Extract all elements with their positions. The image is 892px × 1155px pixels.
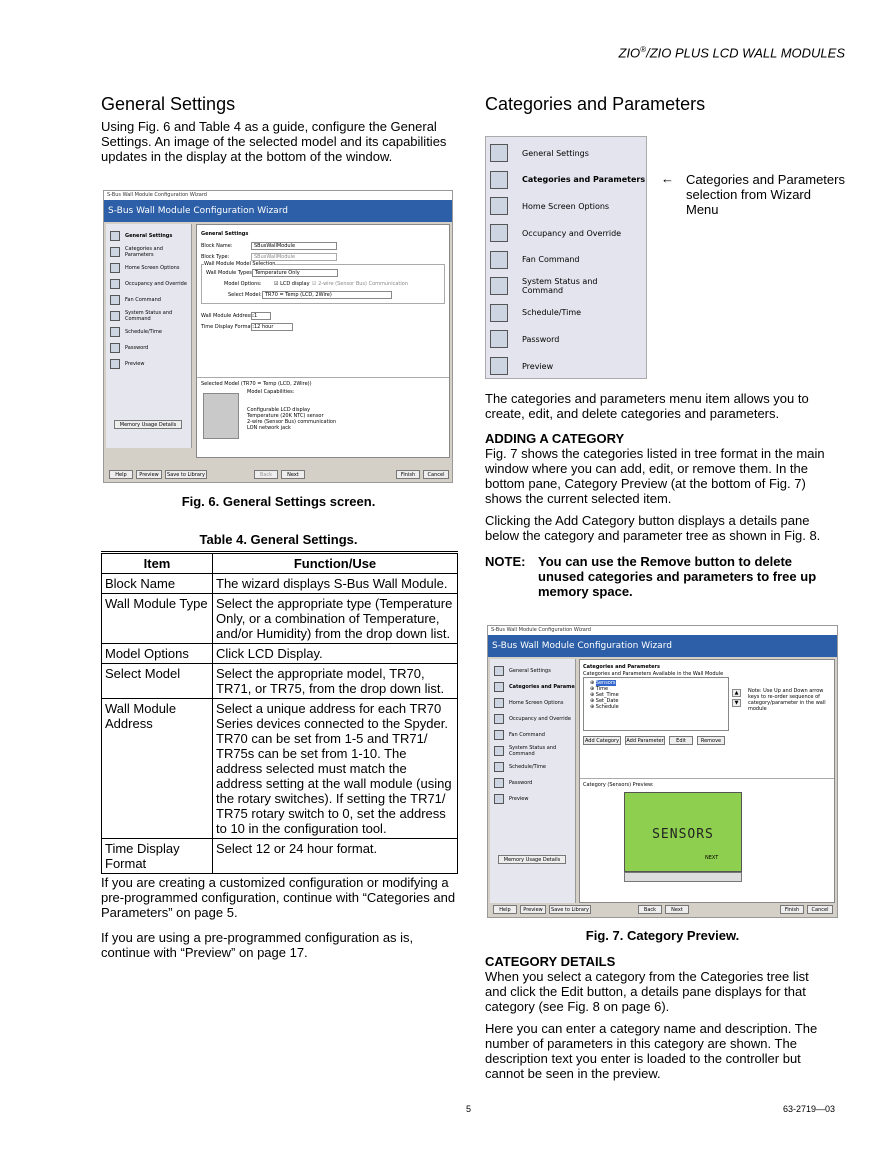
save-library-button[interactable]: Save to Library xyxy=(165,470,207,479)
table-row: Time Display Format Select 12 or 24 hour format. xyxy=(102,839,458,874)
block-name-label: Block Name: xyxy=(201,243,233,249)
occupancy-icon xyxy=(490,224,508,242)
cancel-button[interactable]: Cancel xyxy=(423,470,449,479)
here-text: Here you can enter a category name and description. The number of parameters in this category are shown. The description text you enter is loaded to the controller but cannot be seen in the preview. xyxy=(485,1021,818,1081)
table-row: Select Model Select the appropriate model, TR70, TR71, or TR75, from the drop down list. xyxy=(102,664,458,699)
system-status-icon xyxy=(490,277,508,295)
sidebar-item-password[interactable]: Password xyxy=(106,340,191,356)
pane-title: General Settings xyxy=(201,231,249,237)
sidebar-item-system-status[interactable]: System Status and Command xyxy=(490,743,575,759)
time-format-dropdown[interactable]: 12 hour xyxy=(251,323,293,331)
sidebar-item-password[interactable]: Password xyxy=(490,775,575,791)
block-type-label: Block Type: xyxy=(201,254,230,260)
select-model-label: Select Model: xyxy=(228,292,262,298)
lcd-next-label: NEXT xyxy=(705,855,719,861)
sidebar-item-occupancy[interactable]: Occupancy and Override xyxy=(490,711,575,727)
move-down-button[interactable]: ▼ xyxy=(732,699,741,707)
preview-label: Category (Sensors) Preview: xyxy=(583,782,654,788)
heading-categories-parameters: Categories and Parameters xyxy=(485,94,706,114)
tree-item[interactable]: ⊕ Schedule xyxy=(590,704,619,710)
menu-item-fan[interactable]: Fan Command xyxy=(486,246,646,273)
add-parameter-button[interactable]: Add Parameter xyxy=(626,738,664,744)
edit-button[interactable]: Edit xyxy=(669,736,693,745)
sidebar-item-general[interactable]: General Settings xyxy=(106,228,191,244)
general-settings-pane xyxy=(196,224,450,458)
note-text: You can use the Remove button to delete unused categories and parameters to free up memory space. xyxy=(538,554,817,599)
memory-usage-button[interactable]: Memory Usage Details xyxy=(114,420,182,429)
fan-icon xyxy=(110,295,120,305)
window-title: S-Bus Wall Module Configuration Wizard xyxy=(104,191,452,200)
wizard-banner: S-Bus Wall Module Configuration Wizard xyxy=(488,635,837,657)
sidebar-item-general[interactable]: General Settings xyxy=(490,663,575,679)
preview-button[interactable]: Preview xyxy=(520,905,546,914)
capabilities-label: Model Capabilities: xyxy=(247,389,295,395)
help-button[interactable]: Help xyxy=(493,905,517,914)
page-number: 5 xyxy=(466,1104,472,1114)
para-preprogrammed: If you are using a pre-programmed configuration as is, continue with “Preview” on page 17. xyxy=(101,930,414,960)
sidebar-item-home-screen[interactable]: Home Screen Options xyxy=(490,695,575,711)
menu-item-schedule[interactable]: Schedule/Time xyxy=(486,300,646,327)
selected-model-label: Selected Model (TR70 = Temp (LCD, 2Wire)) xyxy=(201,381,312,387)
tree-item[interactable]: ⊕ Time xyxy=(590,686,609,692)
memory-usage-button[interactable]: Memory Usage Details xyxy=(498,855,566,864)
types-dropdown[interactable]: Temperature Only xyxy=(252,269,338,277)
cat-desc: The categories and parameters menu item allows you to create, edit, and delete categories and parameters. xyxy=(485,391,809,421)
menu-item-preview[interactable]: Preview xyxy=(486,353,646,380)
note-label: NOTE: xyxy=(485,554,526,569)
select-model-dropdown[interactable]: TR70 = Temp (LCD, 2Wire) xyxy=(262,291,392,299)
table-row: Block Name The wizard displays S-Bus Wall Module. xyxy=(102,574,458,594)
occupancy-icon xyxy=(110,279,120,289)
address-label: Wall Module Address: xyxy=(201,313,255,319)
system-status-icon xyxy=(494,746,504,756)
wall-module-image xyxy=(203,393,239,439)
sidebar-item-occupancy[interactable]: Occupancy and Override xyxy=(106,276,191,292)
menu-item-home-screen[interactable]: Home Screen Options xyxy=(486,193,646,220)
schedule-icon xyxy=(110,327,120,337)
home-screen-icon xyxy=(110,263,120,273)
wizard-sidebar xyxy=(106,224,192,448)
wizard-sidebar xyxy=(490,659,576,903)
general-settings-icon xyxy=(110,231,120,241)
general-settings-icon xyxy=(490,144,508,162)
home-screen-icon xyxy=(494,698,504,708)
sidebar-item-schedule[interactable]: Schedule/Time xyxy=(106,324,191,340)
tree-item[interactable]: ⊕ Set_Time xyxy=(590,692,619,698)
tree-item[interactable]: ⊕ Set_Date xyxy=(590,698,619,704)
preview-icon xyxy=(494,794,504,804)
options-label: Model Options: xyxy=(224,281,262,287)
para-custom-config: If you are creating a customized configuration or modifying a pre-programmed configuration, continue with “Categories and Parameters” on page 5. xyxy=(101,875,456,920)
remove-button[interactable]: Remove xyxy=(697,736,725,745)
move-up-button[interactable]: ▲ xyxy=(732,689,741,697)
block-name-input[interactable]: SBusWallModule xyxy=(251,242,337,250)
window-title: S-Bus Wall Module Configuration Wizard xyxy=(488,626,837,635)
fan-icon xyxy=(494,730,504,740)
tree-label: Categories and Parameters Available in the Wall Module xyxy=(583,671,724,677)
preview-icon xyxy=(490,357,508,375)
wizard-banner: S-Bus Wall Module Configuration Wizard xyxy=(104,200,452,222)
sidebar-item-preview[interactable]: Preview xyxy=(490,791,575,807)
arrow-left-icon: ← xyxy=(661,171,674,186)
preview-button[interactable]: Preview xyxy=(136,470,162,479)
sidebar-item-preview[interactable]: Preview xyxy=(106,356,191,372)
running-header: ZIO®/ZIO PLUS LCD WALL MODULES xyxy=(618,45,845,61)
menu-item-system-status[interactable]: System Status and Command xyxy=(486,273,646,300)
table-header-row: Item Function/Use xyxy=(102,553,458,574)
sidebar-item-fan[interactable]: Fan Command xyxy=(106,292,191,308)
figure-7-screenshot xyxy=(487,625,838,918)
categories-pane xyxy=(579,659,835,903)
sidebar-item-home-screen[interactable]: Home Screen Options xyxy=(106,260,191,276)
lcd-category-text: SENSORS xyxy=(652,827,714,842)
group-label: Wall Module Model Selection xyxy=(204,261,276,267)
types-label: Wall Module Types: xyxy=(206,270,254,276)
categories-icon xyxy=(490,171,508,189)
password-icon xyxy=(494,778,504,788)
categories-icon xyxy=(494,682,504,692)
details-heading: CATEGORY DETAILS xyxy=(485,954,616,969)
general-settings-icon xyxy=(494,666,504,676)
fan-icon xyxy=(490,251,508,269)
twowire-checkbox: ☑ 2-wire (Sensor Bus) Communication xyxy=(312,281,408,287)
time-format-label: Time Display Format: xyxy=(201,324,255,330)
schedule-icon xyxy=(494,762,504,772)
clicking-text: Clicking the Add Category button displays a details pane below the category and parameter tree as shown in Fig. 8. xyxy=(485,513,821,543)
category-tree xyxy=(583,677,729,731)
lcd-preview xyxy=(624,792,742,872)
next-button[interactable]: Next xyxy=(665,905,689,914)
sidebar-item-fan[interactable]: Fan Command xyxy=(490,727,575,743)
fig7-caption: Fig. 7. Category Preview. xyxy=(585,928,740,943)
system-status-icon xyxy=(110,311,120,321)
sidebar-item-categories[interactable]: Categories and Parame xyxy=(490,679,575,695)
save-library-button[interactable]: Save to Library xyxy=(549,905,591,914)
help-button[interactable]: Help xyxy=(109,470,133,479)
menu-item-categories[interactable]: Categories and Parameters xyxy=(486,167,646,194)
general-settings-table xyxy=(101,551,458,874)
fig6-caption: Fig. 6. General Settings screen. xyxy=(181,494,376,509)
adding-heading: ADDING A CATEGORY xyxy=(485,431,625,446)
details-text: When you select a category from the Categories tree list and click the Edit button, a details pane displays for that category (see Fig. 8 on page 6). xyxy=(485,969,809,1014)
sidebar-item-categories[interactable]: Categories and Parameters xyxy=(106,244,191,260)
adding-text: Fig. 7 shows the categories listed in tree format in the main window where you can add, edit, or remove them. In the bottom pane, Category Preview (at the bottom of Fig. 7) shows the current selected item. xyxy=(485,446,825,506)
intro-text: Using Fig. 6 and Table 4 as a guide, configure the General Settings. An image of the selected model and its capabilities updates in the display at the bottom of the window. xyxy=(101,119,447,164)
occupancy-icon xyxy=(494,714,504,724)
table-row: Model Options Click LCD Display. xyxy=(102,644,458,664)
model-selection-group xyxy=(201,261,445,304)
table4-caption: Table 4. General Settings. xyxy=(199,532,358,547)
add-category-button[interactable]: Add Category xyxy=(584,738,620,744)
menu-note: Categories and Parameters selection from Wizard Menu xyxy=(686,172,845,217)
capabilities-list: Configurable LCD display Temperature (20K NTC) sensor 2-wire (Sensor Bus) communication LON network jack xyxy=(247,407,337,431)
password-icon xyxy=(490,330,508,348)
table-row: Wall Module Address Select a unique address for each TR70 Series devices connected to the Spyder. TR70 can be set from 1-5 and TR71/ TR75s can be set from 1-10. The address selected must match the address setting at the wall module (using the rotary switches). If setting the TR71/ TR75 rotary switch to 0, set the address to 10 in the configuration tool. xyxy=(102,699,458,839)
reorder-note: Note: Use Up and Down arrow keys to re-order sequence of category/parameter in the wall module xyxy=(748,688,826,712)
menu-item-general[interactable]: General Settings xyxy=(486,140,646,167)
block-type-input: SBusWallModule xyxy=(251,253,337,261)
back-button[interactable]: Back xyxy=(638,905,662,914)
preview-icon xyxy=(110,359,120,369)
back-button[interactable]: Back xyxy=(254,470,278,479)
sidebar-item-schedule[interactable]: Schedule/Time xyxy=(490,759,575,775)
categories-icon xyxy=(110,247,120,257)
address-dropdown[interactable]: 1 xyxy=(251,312,271,320)
lcd-button-row xyxy=(624,872,742,882)
sidebar-item-system-status[interactable]: System Status and Command xyxy=(106,308,191,324)
heading-general-settings: General Settings xyxy=(101,94,236,114)
schedule-icon xyxy=(490,304,508,322)
figure-6-screenshot xyxy=(103,190,453,483)
tree-item[interactable]: ⊕ Sensors xyxy=(590,680,616,686)
home-screen-icon xyxy=(490,197,508,215)
password-icon xyxy=(110,343,120,353)
lcd-checkbox[interactable]: ☑ LCD display xyxy=(274,281,310,287)
doc-number: 63-2719—03 xyxy=(783,1104,836,1114)
cancel-button[interactable]: Cancel xyxy=(807,905,833,914)
finish-button[interactable]: Finish xyxy=(396,470,420,479)
pane-title: Categories and Parameters xyxy=(583,664,660,670)
menu-item-occupancy[interactable]: Occupancy and Override xyxy=(486,220,646,247)
menu-item-password[interactable]: Password xyxy=(486,326,646,353)
wizard-menu-image xyxy=(485,136,647,379)
table-row: Wall Module Type Select the appropriate type (Temperature Only, or a combination of Temperature, and/or Humidity) from the drop down list. xyxy=(102,594,458,644)
next-button[interactable]: Next xyxy=(281,470,305,479)
finish-button[interactable]: Finish xyxy=(780,905,804,914)
